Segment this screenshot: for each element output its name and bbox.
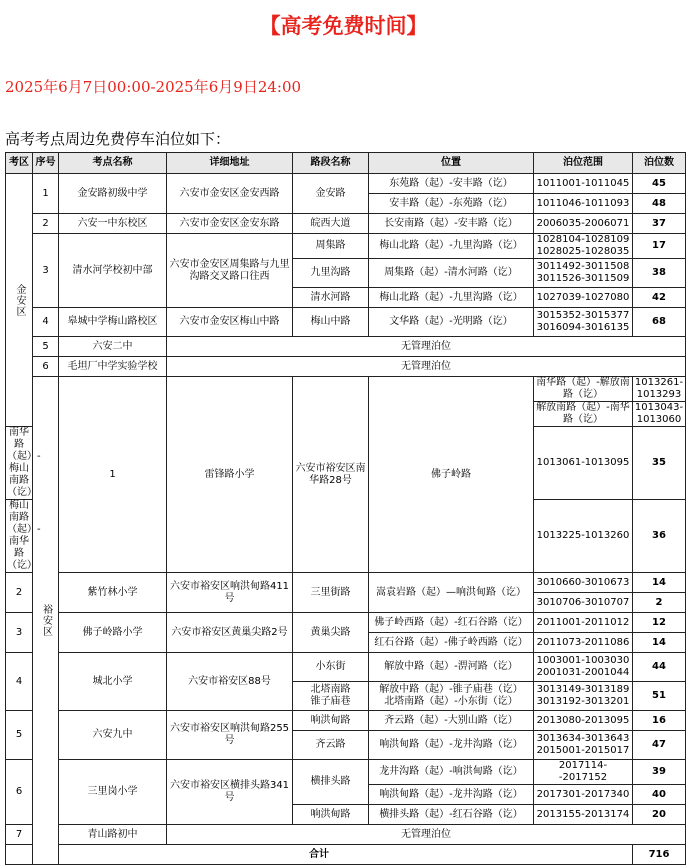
header-address: 详细地址: [167, 153, 293, 174]
seq-cell: 5: [6, 711, 33, 760]
address-cell: 六安市裕安区南华路28号: [293, 377, 369, 573]
count-cell: 47: [633, 731, 686, 760]
road-cell: 横排头路: [293, 760, 369, 805]
note-cell: 无管理泊位: [167, 825, 686, 845]
site-cell: 六安二中: [59, 337, 167, 357]
range-cell: 3013634-3013643 2015001-2015017: [534, 731, 633, 760]
count-cell: 68: [633, 308, 686, 337]
address-cell: 六安市金安区金安东路: [167, 214, 293, 234]
road-cell: 九里沟路: [293, 259, 369, 288]
position-cell: 嵩袁岩路（起）—响洪甸路（讫）: [369, 573, 534, 613]
header-district: 考区: [6, 153, 33, 174]
range-cell: 2013155-2013174: [534, 805, 633, 825]
count-cell: 17: [633, 234, 686, 259]
road-cell: 皖西大道: [293, 214, 369, 234]
table-row: [6, 214, 686, 234]
header-position: 位置: [369, 153, 534, 174]
position-cell: 齐云路（起）-大别山路（讫）: [369, 711, 534, 731]
road-cell: 响洪甸路: [293, 711, 369, 731]
range-cell: 3015352-3015377 3016094-3016135: [534, 308, 633, 337]
range-cell: 2017114--2017152: [534, 760, 633, 785]
seq-cell: 4: [6, 653, 33, 711]
address-cell: 六安市金安区金安西路: [167, 174, 293, 214]
seq-cell: 2: [6, 573, 33, 613]
table-row: [6, 234, 686, 259]
header-range: 泊位范围: [534, 153, 633, 174]
range-cell: 3011492-3011508 3011526-3011509: [534, 259, 633, 288]
count-cell: 48: [633, 194, 686, 214]
site-cell: 六安九中: [59, 711, 167, 760]
range-cell: 3010660-3010673: [534, 573, 633, 593]
site-cell: 六安一中东校区: [59, 214, 167, 234]
position-cell: 响洪甸路（起）-龙井沟路（讫）: [369, 785, 534, 805]
header-site: 考点名称: [59, 153, 167, 174]
count-cell: 20: [633, 805, 686, 825]
count-cell: 35: [633, 427, 686, 500]
road-cell: 佛子岭路: [369, 377, 534, 573]
note-cell: 无管理泊位: [167, 357, 686, 377]
position-cell: 解放中路（起）-淠河路（讫）: [369, 653, 534, 682]
parking-table: [5, 152, 686, 865]
count-cell: 36: [633, 500, 686, 573]
site-cell: 紫竹林小学: [59, 573, 167, 613]
count-cell: 14: [633, 573, 686, 593]
range-cell: 2011001-2011012: [534, 613, 633, 633]
seq-cell: 2: [33, 214, 59, 234]
table-row: [6, 174, 686, 194]
table-row: [6, 573, 686, 593]
site-cell: 皋城中学梅山路校区: [59, 308, 167, 337]
range-cell: 1027039-1027080: [534, 288, 633, 308]
position-cell: 安丰路（起）-东苑路（讫）: [369, 194, 534, 214]
seq-cell: 3: [33, 234, 59, 308]
table-row: [6, 711, 686, 731]
address-cell: 六安市裕安区响洪甸路255号: [167, 711, 293, 760]
position-cell: 梅山北路（起）-九里沟路（讫）: [369, 288, 534, 308]
range-cell: 1028104-1028109 1028025-1028035: [534, 234, 633, 259]
road-cell: 周集路: [293, 234, 369, 259]
range-cell: 3010706-3010707: [534, 593, 633, 613]
count-cell: 38: [633, 259, 686, 288]
district-cell: 金安区: [6, 174, 33, 427]
header-road: 路段名称: [293, 153, 369, 174]
position-cell: 周集路（起）-清水河路（讫）: [369, 259, 534, 288]
range-cell: 1003001-1003030 2001031-2001044: [534, 653, 633, 682]
seq-cell: 5: [33, 337, 59, 357]
position-cell: 佛子岭西路（起）-红石谷路（讫）: [369, 613, 534, 633]
range-cell: 3013149-3013189 3013192-3013201: [534, 682, 633, 711]
position-cell: 东苑路（起）-安丰路（讫）: [369, 174, 534, 194]
road-cell: 三里街路: [293, 573, 369, 613]
address-cell: 六安市裕安区黄巢尖路2号: [167, 613, 293, 653]
road-cell: 齐云路: [293, 731, 369, 760]
address-cell: 六安市裕安区响洪甸路411号: [167, 573, 293, 613]
road-cell: 小东街: [293, 653, 369, 682]
seq-cell: 1: [59, 377, 167, 573]
range-cell: 1013225-1013260: [534, 500, 633, 573]
range-cell: 2013080-2013095: [534, 711, 633, 731]
count-cell: 39: [633, 760, 686, 785]
site-cell: 毛坦厂中学实验学校: [59, 357, 167, 377]
site-cell: 佛子岭路小学: [59, 613, 167, 653]
road-cell: 金安路: [293, 174, 369, 214]
range-cell: 1013043-1013060: [633, 402, 686, 427]
table-row: [6, 337, 686, 357]
road-cell: 响洪甸路: [293, 805, 369, 825]
table-row: [6, 653, 686, 682]
district-cell: 裕安区: [33, 377, 59, 865]
free-time-range: 2025年6月7日00:00-2025年6月9日24:00: [5, 78, 302, 96]
position-cell: 梅山南路（起）-南华路（讫）: [7, 500, 41, 571]
road-cell: 清水河路: [293, 288, 369, 308]
header-count: 泊位数: [633, 153, 686, 174]
count-cell: 37: [633, 214, 686, 234]
seq-cell: 1: [33, 174, 59, 214]
position-cell: 梅山北路（起）-九里沟路（讫）: [369, 234, 534, 259]
total-value: 716: [633, 845, 686, 865]
position-cell: 解放中路（起）-锥子庙巷（讫） 北塔南路（起）-小东街（讫）: [369, 682, 534, 711]
range-cell: 2017301-2017340: [534, 785, 633, 805]
road-cell: 北塔南路 锥子庙巷: [293, 682, 369, 711]
range-cell: 1011001-1011045: [534, 174, 633, 194]
table-row: [6, 613, 686, 633]
seq-cell: 3: [6, 613, 33, 653]
position-cell: 解放南路（起）-南华路（讫）: [534, 402, 633, 427]
address-cell: 六安市金安区梅山中路: [167, 308, 293, 337]
intro-text: 高考考点周边免费停车泊位如下：: [5, 130, 231, 148]
count-cell: 45: [633, 174, 686, 194]
position-cell: 文华路（起）-光明路（讫）: [369, 308, 534, 337]
table-row: [6, 308, 686, 337]
table-header-row: [6, 153, 686, 174]
range-cell: 2006035-2006071: [534, 214, 633, 234]
count-cell: 14: [633, 633, 686, 653]
count-cell: 44: [633, 653, 686, 682]
total-row: [6, 845, 686, 865]
site-cell: 青山路初中: [59, 825, 167, 845]
table-row: [6, 377, 686, 402]
total-label: 合计: [6, 845, 633, 865]
count-cell: 40: [633, 785, 686, 805]
address-cell: 六安市金安区周集路与九里沟路交叉路口往西: [167, 234, 293, 308]
table-row: [6, 357, 686, 377]
table-row: [6, 760, 686, 785]
site-cell: 清水河学校初中部: [59, 234, 167, 308]
count-cell: 51: [633, 682, 686, 711]
seq-cell: 7: [6, 825, 33, 845]
range-cell: 2011073-2011086: [534, 633, 633, 653]
seq-cell: 4: [33, 308, 59, 337]
seq-cell: 6: [6, 760, 33, 825]
header-seq: 序号: [33, 153, 59, 174]
note-cell: 无管理泊位: [167, 337, 686, 357]
position-cell: 南华路（起）-解放南路（讫）: [534, 377, 633, 402]
count-cell: 2: [633, 593, 686, 613]
address-cell: 六安市裕安区88号: [167, 653, 293, 711]
range-cell: 1013261-1013293: [633, 377, 686, 402]
address-cell: 六安市裕安区横排头路341号: [167, 760, 293, 825]
page-title: 【高考免费时间】: [259, 13, 428, 38]
position-cell: 红石谷路（起）-佛子岭西路（讫）: [369, 633, 534, 653]
count-cell: 16: [633, 711, 686, 731]
site-cell: 雷锋路小学: [167, 377, 293, 573]
position-cell: 响洪甸路（起）-龙井沟路（讫）: [369, 731, 534, 760]
range-cell: 1013061-1013095: [534, 427, 633, 500]
position-cell: 龙井沟路（起）-响洪甸路（讫）: [369, 760, 534, 785]
seq-cell: 6: [33, 357, 59, 377]
site-cell: 城北小学: [59, 653, 167, 711]
road-cell: 梅山中路: [293, 308, 369, 337]
position-cell: 南华路（起）-梅山南路（讫）: [7, 427, 41, 498]
site-cell: 金安路初级中学: [59, 174, 167, 214]
count-cell: 12: [633, 613, 686, 633]
table-row: [6, 825, 686, 845]
road-cell: 黄巢尖路: [293, 613, 369, 653]
position-cell: 长安南路（起）-安丰路（讫）: [369, 214, 534, 234]
count-cell: 42: [633, 288, 686, 308]
site-cell: 三里岗小学: [59, 760, 167, 825]
range-cell: 1011046-1011093: [534, 194, 633, 214]
position-cell: 横排头路（起）-红石谷路（讫）: [369, 805, 534, 825]
